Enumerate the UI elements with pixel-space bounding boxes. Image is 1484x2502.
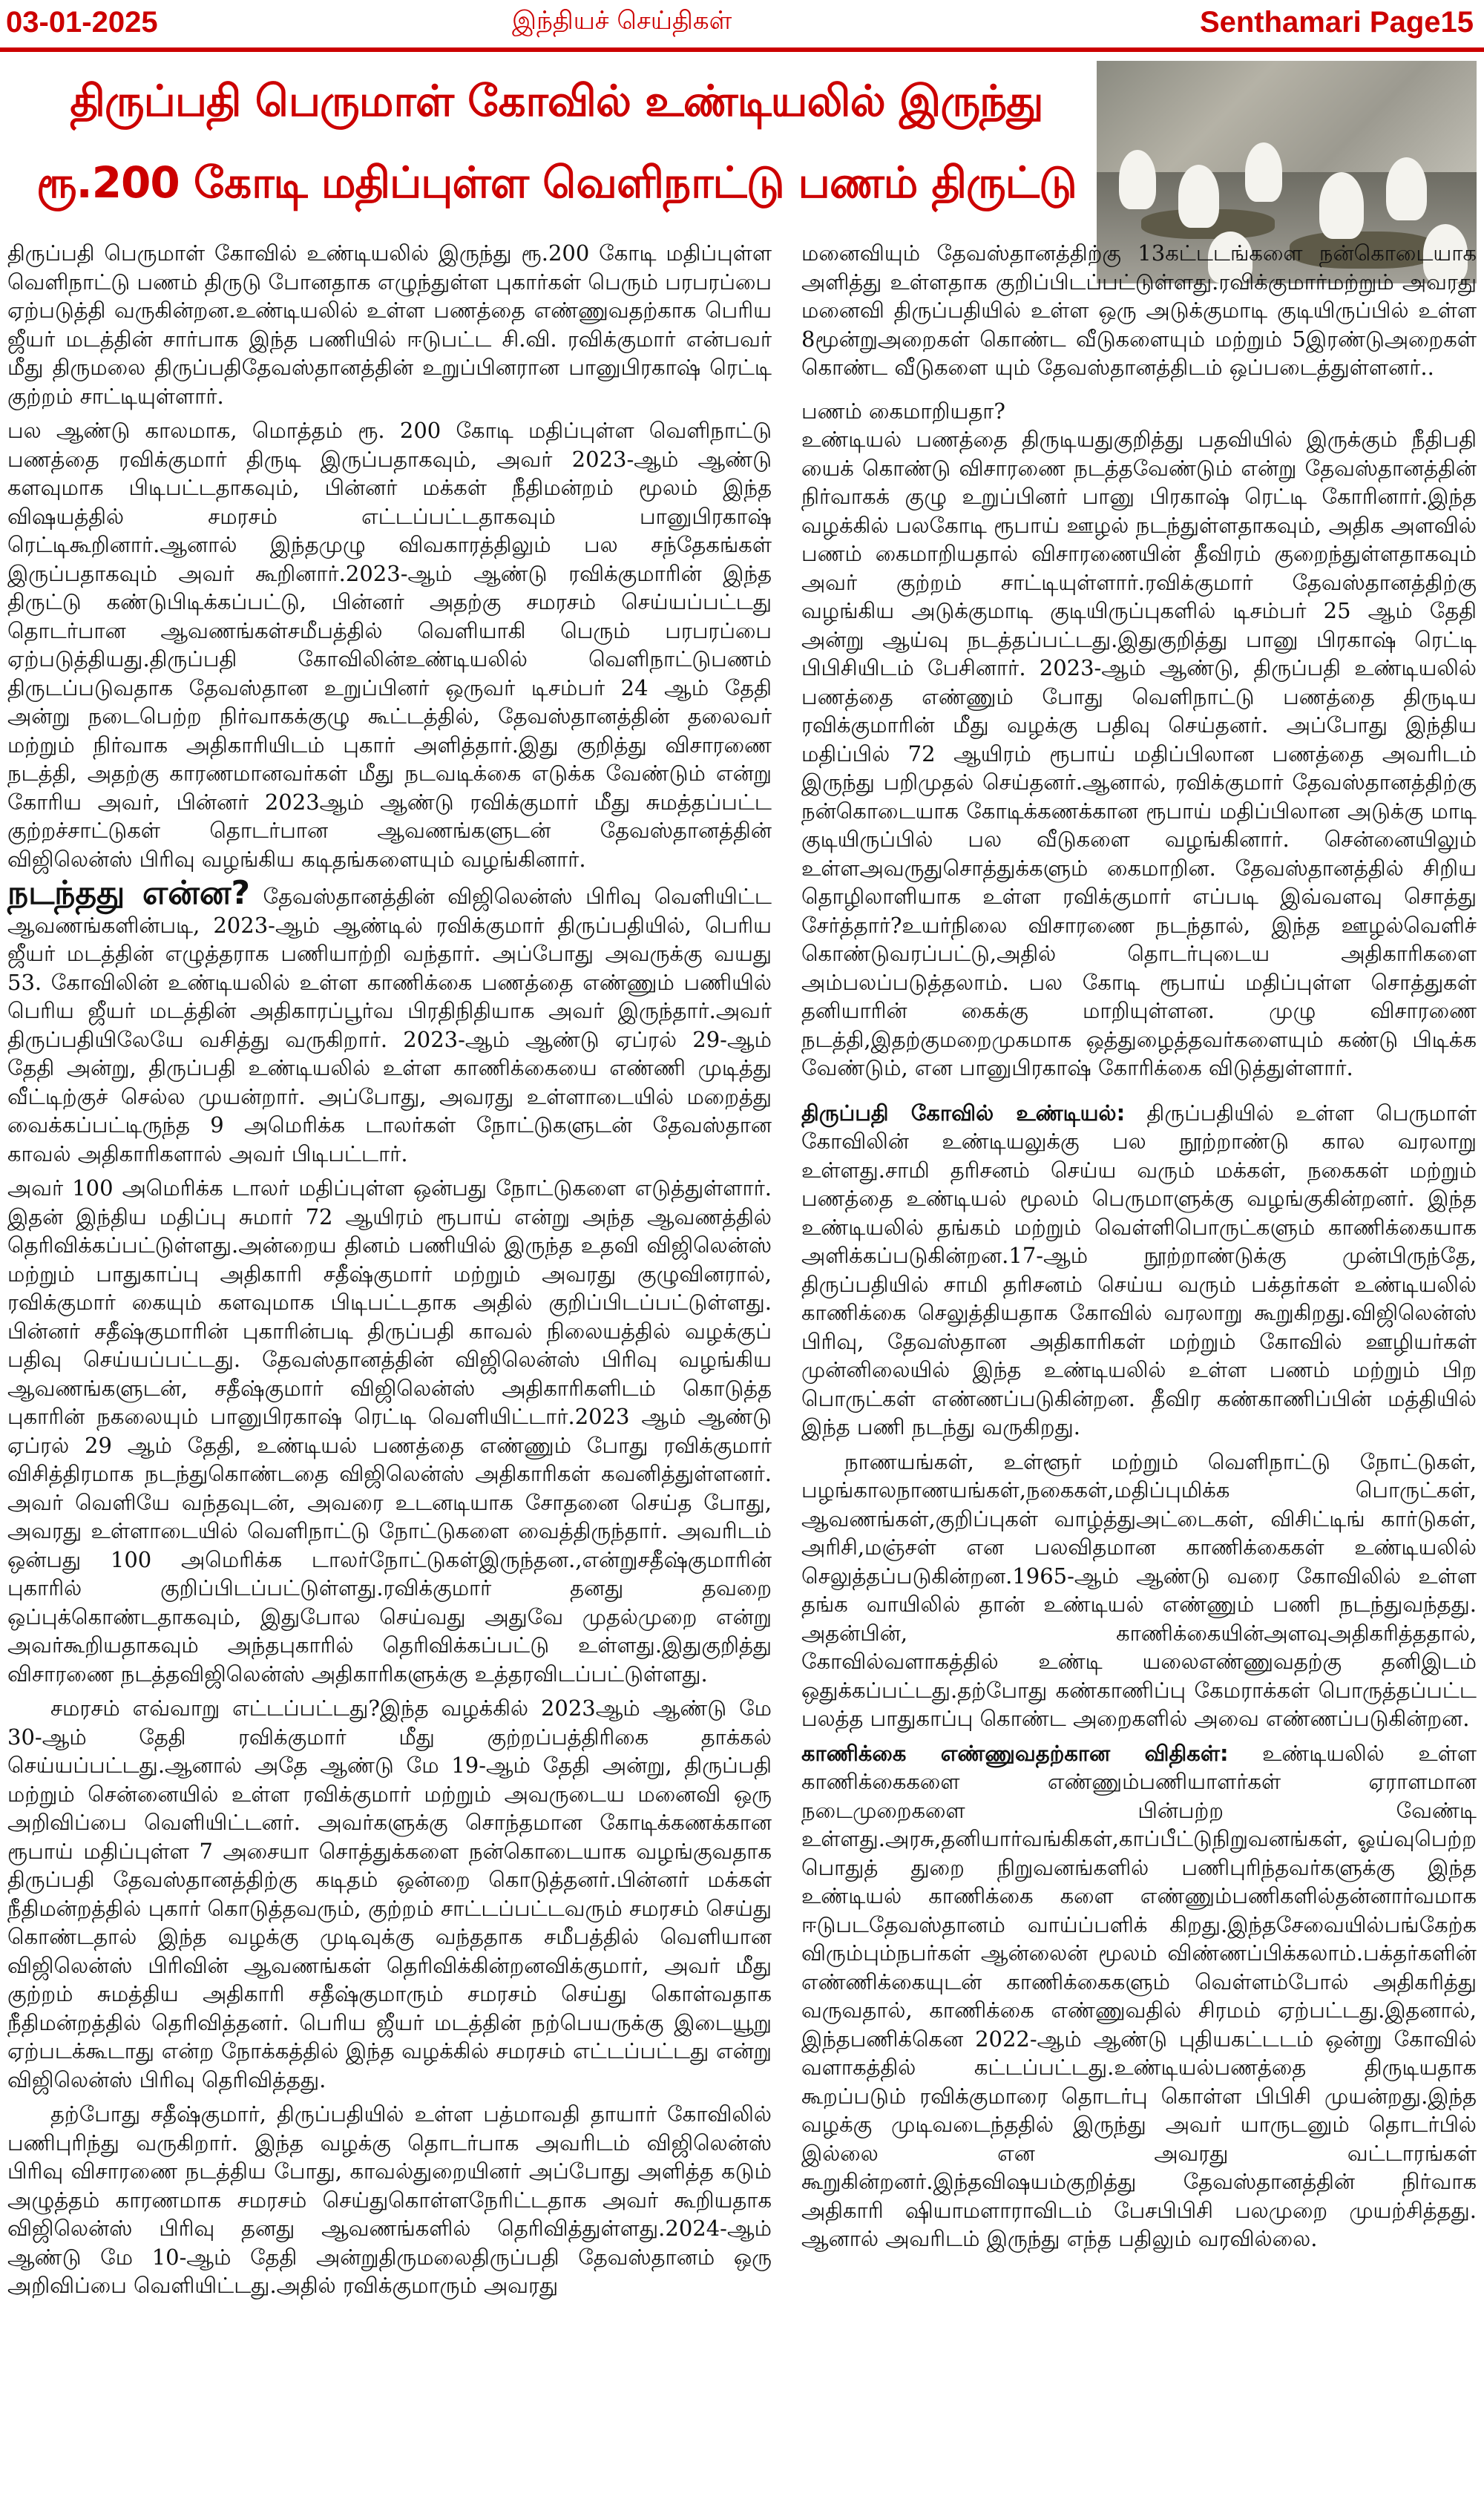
subheading: நடந்தது என்ன? bbox=[7, 874, 251, 912]
subheading: காணிக்கை எண்ணுவதற்கான விதிகள்: bbox=[801, 1740, 1229, 1766]
issue-date: 03-01-2025 bbox=[6, 6, 158, 39]
paragraph-text: தேவஸ்தானத்தின் விஜிலென்ஸ் பிரிவு வெளியிட்ட ஆவணங்களின்படி, 2023-ஆம் ஆண்டில் ரவிக்குமார் திருப்பதியில், பெரிய ஜீயர் மடத்தின் எழுத்தராக பணியாற்றி வந்தார். அப்போது அவருக்கு வயது 53. கோவிலின் உண்டியலில் உள்ள காணிக்கை பணத்தை எண்ணும் பணியில் பெரிய ஜீயர் மடத்தின் அதிகாரப்பூர்வ பிரதிநிதியாக அவர் இருந்தார்.அவர் திருப்பதியிலேயே வசித்து வருகிறார். 2023-ஆம் ஆண்டு ஏப்ரல் 29-ஆம் தேதி அன்று, திருப்பதி உண்டியலில் உள்ள காணிக்கையை எண்ணி முடித்து வீட்டிற்குச் செல்ல முயன்றார். அப்போது, அவரது உள்ளாடையில் மறைத்து வைக்கப்பட்டிருந்த 9 அமெரிக்க டாலர்கள் நோட்டுகளுடன் தேவஸ்தான காவல் அதிகாரிகளால் அவர் பிடிபட்டார். bbox=[7, 884, 772, 1166]
article-column-right bbox=[801, 239, 1477, 2259]
page-header bbox=[0, 0, 1484, 58]
paragraph-text: உண்டியலில் உள்ள காணிக்கைகளை எண்ணும்பணியாளர்கள் ஏராளமான நடைமுறைகளை பின்பற்ற வேண்டி உள்ளது.அரசு,தனியார்வங்கிகள்,காப்பீட்டுநிறுவனங்கள், ஓய்வுபெற்ற பொதுத் துறை நிறுவனங்களில் பணிபுரிந்தவர்களுக்கு இந்த உண்டியல் காணிக்கை களை எண்ணும்பணிகளில்தன்னார்வமாக ஈடுபடதேவஸ்தானம் வாய்ப்பளிக் கிறது.இந்தசேவையில்பங்கேற்க விரும்பும்நபர்கள் ஆன்லைன் மூலம் விண்ணப்பிக்கலாம்.பக்தர்களின் எண்ணிக்கையுடன் காணிக்கைகளும் வெள்ளம்போல் அதிகரித்து வருவதால், காணிக்கை எண்ணுவதில் சிரமம் ஏற்பட்டது.இதனால், இந்தபணிக்கென 2022-ஆம் ஆண்டு புதியகட்டடம் ஒன்று கோவில் வளாகத்தில் கட்டப்பட்டது.உண்டியல்பணத்தை திருடியதாக கூறப்படும் ரவிக்குமாரை தொடர்பு கொள்ள பிபிசி முயன்றது.இந்த வழக்கு முடிவடைந்ததில் இருந்து அவர் யாருடனும் தொடர்பில் இல்லை என அவரது வட்டாரங்கள் கூறுகின்றனர்.இந்தவிஷயம்குறித்து தேவஸ்தானத்தின் நிர்வாக அதிகாரி ஷியாமளாராவிடம் பேசபிபிசி பலமுறை முயற்சித்தது. ஆனால் அவரிடம் இருந்து எந்த பதிலும் வரவில்லை. bbox=[801, 1740, 1477, 2251]
header-rule bbox=[0, 47, 1484, 52]
article-paragraph: பல ஆண்டு காலமாக, மொத்தம் ரூ. 200 கோடி மதிப்புள்ள வெளிநாட்டு பணத்தை ரவிக்குமார் திருடி இருப்பதாகவும், அவர் 2023-ஆம் ஆண்டு களவுமாக பிடிபட்டதாகவும், பின்னர் மக்கள் நீதிமன்றம் மூலம் இந்த விஷயத்தில் சமரசம் எட்டப்பட்டதாகவும் பானுபிரகாஷ் ரெட்டிகூறினார்.ஆனால் இந்தமுழு விவகாரத்திலும் பல சந்தேகங்கள் இருப்பதாகவும் அவர் கூறினார்.2023-ஆம் ஆண்டு ரவிக்குமாரின் இந்த திருட்டு கண்டுபிடிக்கப்பட்டு, பின்னர் அதற்கு சமரசம் செய்யப்பட்டது தொடர்பான ஆவணங்கள்சமீபத்தில் வெளியாகி பெரும் பரபரப்பை ஏற்படுத்தியது.திருப்பதி கோவிலின்உண்டியலில் வெளிநாட்டுபணம் திருடப்படுவதாக தேவஸ்தான உறுப்பினர் ஒருவர் டிசம்பர் 24 ஆம் தேதி அன்று நடைபெற்ற நிர்வாகக்குழு கூட்டத்தில், தேவஸ்தானத்தின் தலைவர் மற்றும் நிர்வாக அதிகாரியிடம் புகார் அளித்தார்.இது குறித்து விசாரணை நடத்தி, அதற்கு காரணமானவர்கள் மீது நடவடிக்கை எடுக்க வேண்டும் என்று கோரிய அவர், பின்னர் 2023ஆம் ஆண்டு ரவிக்குமார் மீது சுமத்தப்பட்ட குற்றச்சாட்டுகள் தொடர்பான ஆவணங்களுடன் தேவஸ்தானத்தின் விஜிலென்ஸ் பிரிவு வழங்கிய கடிதங்களையும் வழங்கினார். bbox=[7, 418, 772, 872]
section-title: இந்தியச் செய்திகள் bbox=[512, 6, 732, 36]
article-column-left bbox=[7, 239, 772, 2306]
article-paragraph: சமரசம் எவ்வாறு எட்டப்பட்டது?இந்த வழக்கில் 2023ஆம் ஆண்டு மே 30-ஆம் தேதி ரவிக்குமார் மீது குற்றப்பத்திரிகை தாக்கல் செய்யப்பட்டது.ஆனால் அதே ஆண்டு மே 19-ஆம் தேதி அன்று, திருப்பதி மற்றும் சென்னையில் உள்ள ரவிக்குமார் மற்றும் அவருடைய மனைவி ஒரு அறிவிப்பை வெளியிட்டனர். அவர்களுக்கு சொந்தமான கோடிக்கணக்கான ரூபாய் மதிப்புள்ள 7 அசையா சொத்துக்களை நன்கொடையாக வழங்குவதாக திருப்பதி தேவஸ்தானத்திற்கு கடிதம் ஒன்றை கொடுத்தனர்.பின்னர் மக்கள் நீதிமன்றத்தில் புகார் கொடுத்தவரும், குற்றம் சாட்டப்பட்டவரும் சமரசம் செய்து கொண்டதால் இந்த வழக்கு முடிவுக்கு வந்ததாக சமீபத்தில் வெளியான விஜிலென்ஸ் பிரிவின் ஆவணங்கள் தெரிவிக்கின்றனவிக்குமார், அவர் மீது குற்றம் சுமத்திய அதிகாரி சதீஷ்குமாரும் சமரசம் செய்து கொள்வதாக நீதிமன்றத்தில் தெரிவித்தனர். பெரிய ஜீயர் மடத்தின் நற்பெயருக்கு இடையூறு ஏற்படக்கூடாது என்ற நோக்கத்தில் இந்த வழக்கில் சமரசம் எட்டப்பட்டது என்று விஜிலென்ஸ் பிரிவு தெரிவித்தது. bbox=[7, 1695, 772, 2092]
photo-person bbox=[1119, 150, 1156, 209]
headline-line-1: திருப்பதி பெருமாள் கோவில் உண்டியலில் இருந்து bbox=[70, 76, 1043, 127]
subheading-money: பணம் கைமாறியதா? bbox=[801, 398, 1005, 424]
photo-person bbox=[1319, 172, 1364, 239]
photo-person bbox=[1178, 165, 1219, 228]
headline bbox=[22, 61, 1091, 224]
subheading: திருப்பதி கோவில் உண்டியல்: bbox=[801, 1100, 1126, 1126]
article-paragraph: நாணயங்கள், உள்ளூர் மற்றும் வெளிநாட்டு நோட்டுகள், பழங்காலநாணயங்கள்,நகைகள்,மதிப்புமிக்க பொருட்கள், ஆவணங்கள்,குறிப்புகள் வாழ்த்துஅட்டைகள், விசிட்டிங் கார்டுகள், அரிசி,மஞ்சள் என பலவிதமான காணிக்கைகள் உண்டியலில் செலுத்தப்படுகின்றன.1965-ஆம் ஆண்டு வரை கோவிலில் உள்ள தங்க வாயிலில் தான் உண்டியல் எண்ணும் பணி நடந்துவந்தது. அதன்பின், காணிக்கையின்அளவுஅதிகரித்ததால், கோவில்வளாகத்தில் உண்டி யலைஎண்ணுவதற்கு தனிஇடம் ஒதுக்கப்பட்டது.தற்போது கண்காணிப்பு கேமராக்கள் பொருத்தப்பட்ட பலத்த பாதுகாப்பு கொண்ட அறைகளில் அவை எண்ணப்படுகின்றன. bbox=[801, 1448, 1477, 1731]
photo-person bbox=[1245, 142, 1282, 202]
paper-page: Senthamari Page15 bbox=[1199, 6, 1474, 39]
article-paragraph: தற்போது சதீஷ்குமார், திருப்பதியில் உள்ள பத்மாவதி தாயார் கோவிலில் பணிபுரிந்து வருகிறார். இந்த வழக்கு தொடர்பாக அவரிடம் விஜிலென்ஸ் பிரிவு விசாரணை நடத்திய போது, காவல்துறையினர் அப்போது அளித்த கடும் அழுத்தம் காரணமாக சமரசம் செய்துகொள்ளநேரிட்டதாக அவர் கூறியதாக விஜிலென்ஸ் பிரிவு தனது ஆவணங்களில் தெரிவித்துள்ளது.2024-ஆம் ஆண்டு மே 10-ஆம் தேதி அன்றுதிருமலைதிருப்பதி தேவஸ்தானம் ஒரு அறிவிப்பை வெளியிட்டது.அதில் ரவிக்குமாரும் அவரது bbox=[7, 2101, 772, 2298]
article-paragraph: உண்டியல் பணத்தை திருடியதுகுறித்து பதவியில் இருக்கும் நீதிபதி யைக் கொண்டு விசாரணை நடத்தவேண்டும் என்று தேவஸ்தானத்தின் நிர்வாகக் குழு உறுப்பினர் பானு பிரகாஷ் ரெட்டி கோரினார்.இந்த வழக்கில் பலகோடி ரூபாய் ஊழல் நடந்துள்ளதாகவும், அதிக அளவில் பணம் கைமாறியதால் விசாரணையின் தீவிரம் குறைந்துள்ளதாகவும் அவர் குற்றம் சாட்டியுள்ளார்.ரவிக்குமார் தேவஸ்தானத்திற்கு வழங்கிய அடுக்குமாடி குடியிருப்புகளில் டிசம்பர் 25 ஆம் தேதி அன்று ஆய்வு நடத்தப்பட்டது.இதுகுறித்து பானு பிரகாஷ் ரெட்டி பிபிசியிடம் பேசினார். 2023-ஆம் ஆண்டு, திருப்பதி உண்டியலில் பணத்தை எண்ணும் போது வெளிநாட்டு பணத்தை திருடிய ரவிக்குமாரின் மீது வழக்கு பதிவு செய்தனர். அப்போது இந்திய மதிப்பில் 72 ஆயிரம் ரூபாய் மதிப்பிலான பணத்தை அவரிடம் இருந்து பறிமுதல் செய்தனர்.ஆனால், ரவிக்குமார் தேவஸ்தானத்திற்கு நன்கொடையாக கோடிக்கணக்கான ரூபாய் மதிப்பிலான அடுக்கு மாடி குடியிருப்பில் பல வீடுகளை வழங்கினார். சென்னையிலும் உள்ளஅவருதுசொத்துக்களும் கைமாறின. தேவஸ்தானத்தில் சிறிய தொழிலாளியாக உள்ள ரவிக்குமார் எப்படி இவ்வளவு சொத்து சேர்த்தார்?உயர்நிலை விசாரணை நடந்தால், இந்த ஊழல்வெளிச் கொண்டுவரப்பட்டு,அதில் தொடர்புடைய அதிகாரிகளை அம்பலப்படுத்தலாம். பல கோடி ரூபாய் மதிப்புள்ள சொத்துகள் தனியாரின் கைக்கு மாறியுள்ளன. முழு விசாரணை நடத்தி,இதற்குமறைமுகமாக ஒத்துழைத்தவர்களையும் கண்டு பிடிக்க வேண்டும், என பானுபிரகாஷ் கோரிக்கை விடுத்துள்ளார். bbox=[801, 427, 1477, 1080]
headline-line-2: ரூ.200 கோடி மதிப்புள்ள வெளிநாட்டு பணம் திருட்டு bbox=[36, 157, 1077, 208]
article-paragraph bbox=[801, 1099, 1477, 1442]
article-paragraph bbox=[801, 1739, 1477, 2253]
article-paragraph bbox=[7, 874, 772, 1168]
article-paragraph: திருப்பதி பெருமாள் கோவில் உண்டியலில் இருந்து ரூ.200 கோடி மதிப்புள்ள வெளிநாட்டு பணம் திருடு போனதாக எழுந்துள்ள புகார்கள் பெரும் பரபரப்பை ஏற்படுத்தி வருகின்றன.உண்டியலில் உள்ள பணத்தை எண்ணுவதற்காக பெரிய ஜீயர் மடத்தின் சார்பாக இந்த பணியில் ஈடுபட்ட சி.வி. ரவிக்குமார் என்பவர் மீது திருமலை திருப்பதிதேவஸ்தானத்தின் உறுப்பினரான பானுபிரகாஷ் ரெட்டி குற்றம் சாட்டியுள்ளார். bbox=[7, 240, 772, 409]
photo-person bbox=[1386, 157, 1427, 220]
paragraph-text: திருப்பதியில் உள்ள பெருமாள் கோவிலின் உண்டியலுக்கு பல நூற்றாண்டு கால வரலாறு உள்ளது.சாமி தரிசனம் செய்ய வரும் மக்கள், நகைகள் மற்றும் பணத்தை உண்டியல் மூலம் பெருமாளுக்கு வழங்குகின்றனர். இந்த உண்டியலில் தங்கம் மற்றும் வெள்ளிபொருட்களும் காணிக்கையாக அளிக்கப்படுகின்றன.17-ஆம் நூற்றாண்டுக்கு முன்பிருந்தே, திருப்பதியில் சாமி தரிசனம் செய்ய வரும் பக்தர்கள் உண்டியலில் காணிக்கை செலுத்தியதாக கோவில் வரலாறு கூறுகிறது.விஜிலென்ஸ் பிரிவு, தேவஸ்தான அதிகாரிகள் மற்றும் கோவில் ஊழியர்கள் முன்னிலையில் இந்த உண்டியலில் உள்ள பணம் மற்றும் பிற பொருட்கள் எண்ணப்படுகின்றன. தீவிர கண்காணிப்பின் மத்தியில் இந்த பணி நடந்து வருகிறது. bbox=[801, 1100, 1477, 1439]
article-paragraph: அவர் 100 அமெரிக்க டாலர் மதிப்புள்ள ஒன்பது நோட்டுகளை எடுத்துள்ளார். இதன் இந்திய மதிப்பு சுமார் 72 ஆயிரம் ரூபாய் என்று அந்த ஆவணத்தில் தெரிவிக்கப்பட்டுள்ளது.அன்றைய தினம் பணியில் இருந்த உதவி விஜிலென்ஸ் மற்றும் பாதுகாப்பு அதிகாரி சதீஷ்குமார் மற்றும் அவரது குழுவினரால், ரவிக்குமார் கையும் களவுமாக பிடிபட்டதாக அதில் குறிப்பிடப்பட்டுள்ளது. பின்னர் சதீஷ்குமாரின் புகாரின்படி திருப்பதி காவல் நிலையத்தில் வழக்குப் பதிவு செய்யப்பட்டது. தேவஸ்தானத்தின் விஜிலென்ஸ் பிரிவு வழங்கிய ஆவணங்களுடன், சதீஷ்குமார் விஜிலென்ஸ் அதிகாரிகளிடம் கொடுத்த புகாரின் நகலையும் பானுபிரகாஷ் ரெட்டி வெளியிட்டார்.2023 ஆம் ஆண்டு ஏப்ரல் 29 ஆம் தேதி, உண்டியல் பணத்தை எண்ணும் போது ரவிக்குமார் விசித்திரமாக நடந்துகொண்டதை விஜிலென்ஸ் அதிகாரிகள் கவனித்துள்ளனர். அவர் வெளியே வந்தவுடன், அவரை உடனடியாக சோதனை செய்த போது, அவரது உள்ளாடையில் வெளிநாட்டு நோட்டுகளை வைத்திருந்தார். அவரிடம் ஒன்பது 100 அமெரிக்க டாலர்நோட்டுகள்இருந்தன.,என்றுசதீஷ்குமாரின் புகாரில் குறிப்பிடப்பட்டுள்ளது.ரவிக்குமார் தனது தவறை ஒப்புக்கொண்டதாகவும், இதுபோல செய்வது அதுவே முதல்முறை என்று அவர்கூறியதாகவும் அந்தபுகாரில் தெரிவிக்கப்பட்டு உள்ளது.இதுகுறித்து விசாரணை நடத்தவிஜிலென்ஸ் அதிகாரிகளுக்கு உத்தரவிடப்பட்டுள்ளது. bbox=[7, 1175, 772, 1687]
article-paragraph: மனைவியும் தேவஸ்தானத்திற்கு 13கட்டடங்களை நன்கொடையாக அளித்து உள்ளதாக குறிப்பிடப்பட்டுள்ளது.ரவிக்குமார்மற்றும் அவரது மனைவி திருப்பதியில் உள்ள ஒரு அடுக்குமாடி குடியிருப்பில் உள்ள 8மூன்றுஅறைகள் கொண்ட வீடுகளையும் மற்றும் 5இரண்டுஅறைகள் கொண்ட வீடுகளை யும் தேவஸ்தானத்திடம் ஒப்படைத்துள்ளனர்.. bbox=[801, 240, 1477, 380]
